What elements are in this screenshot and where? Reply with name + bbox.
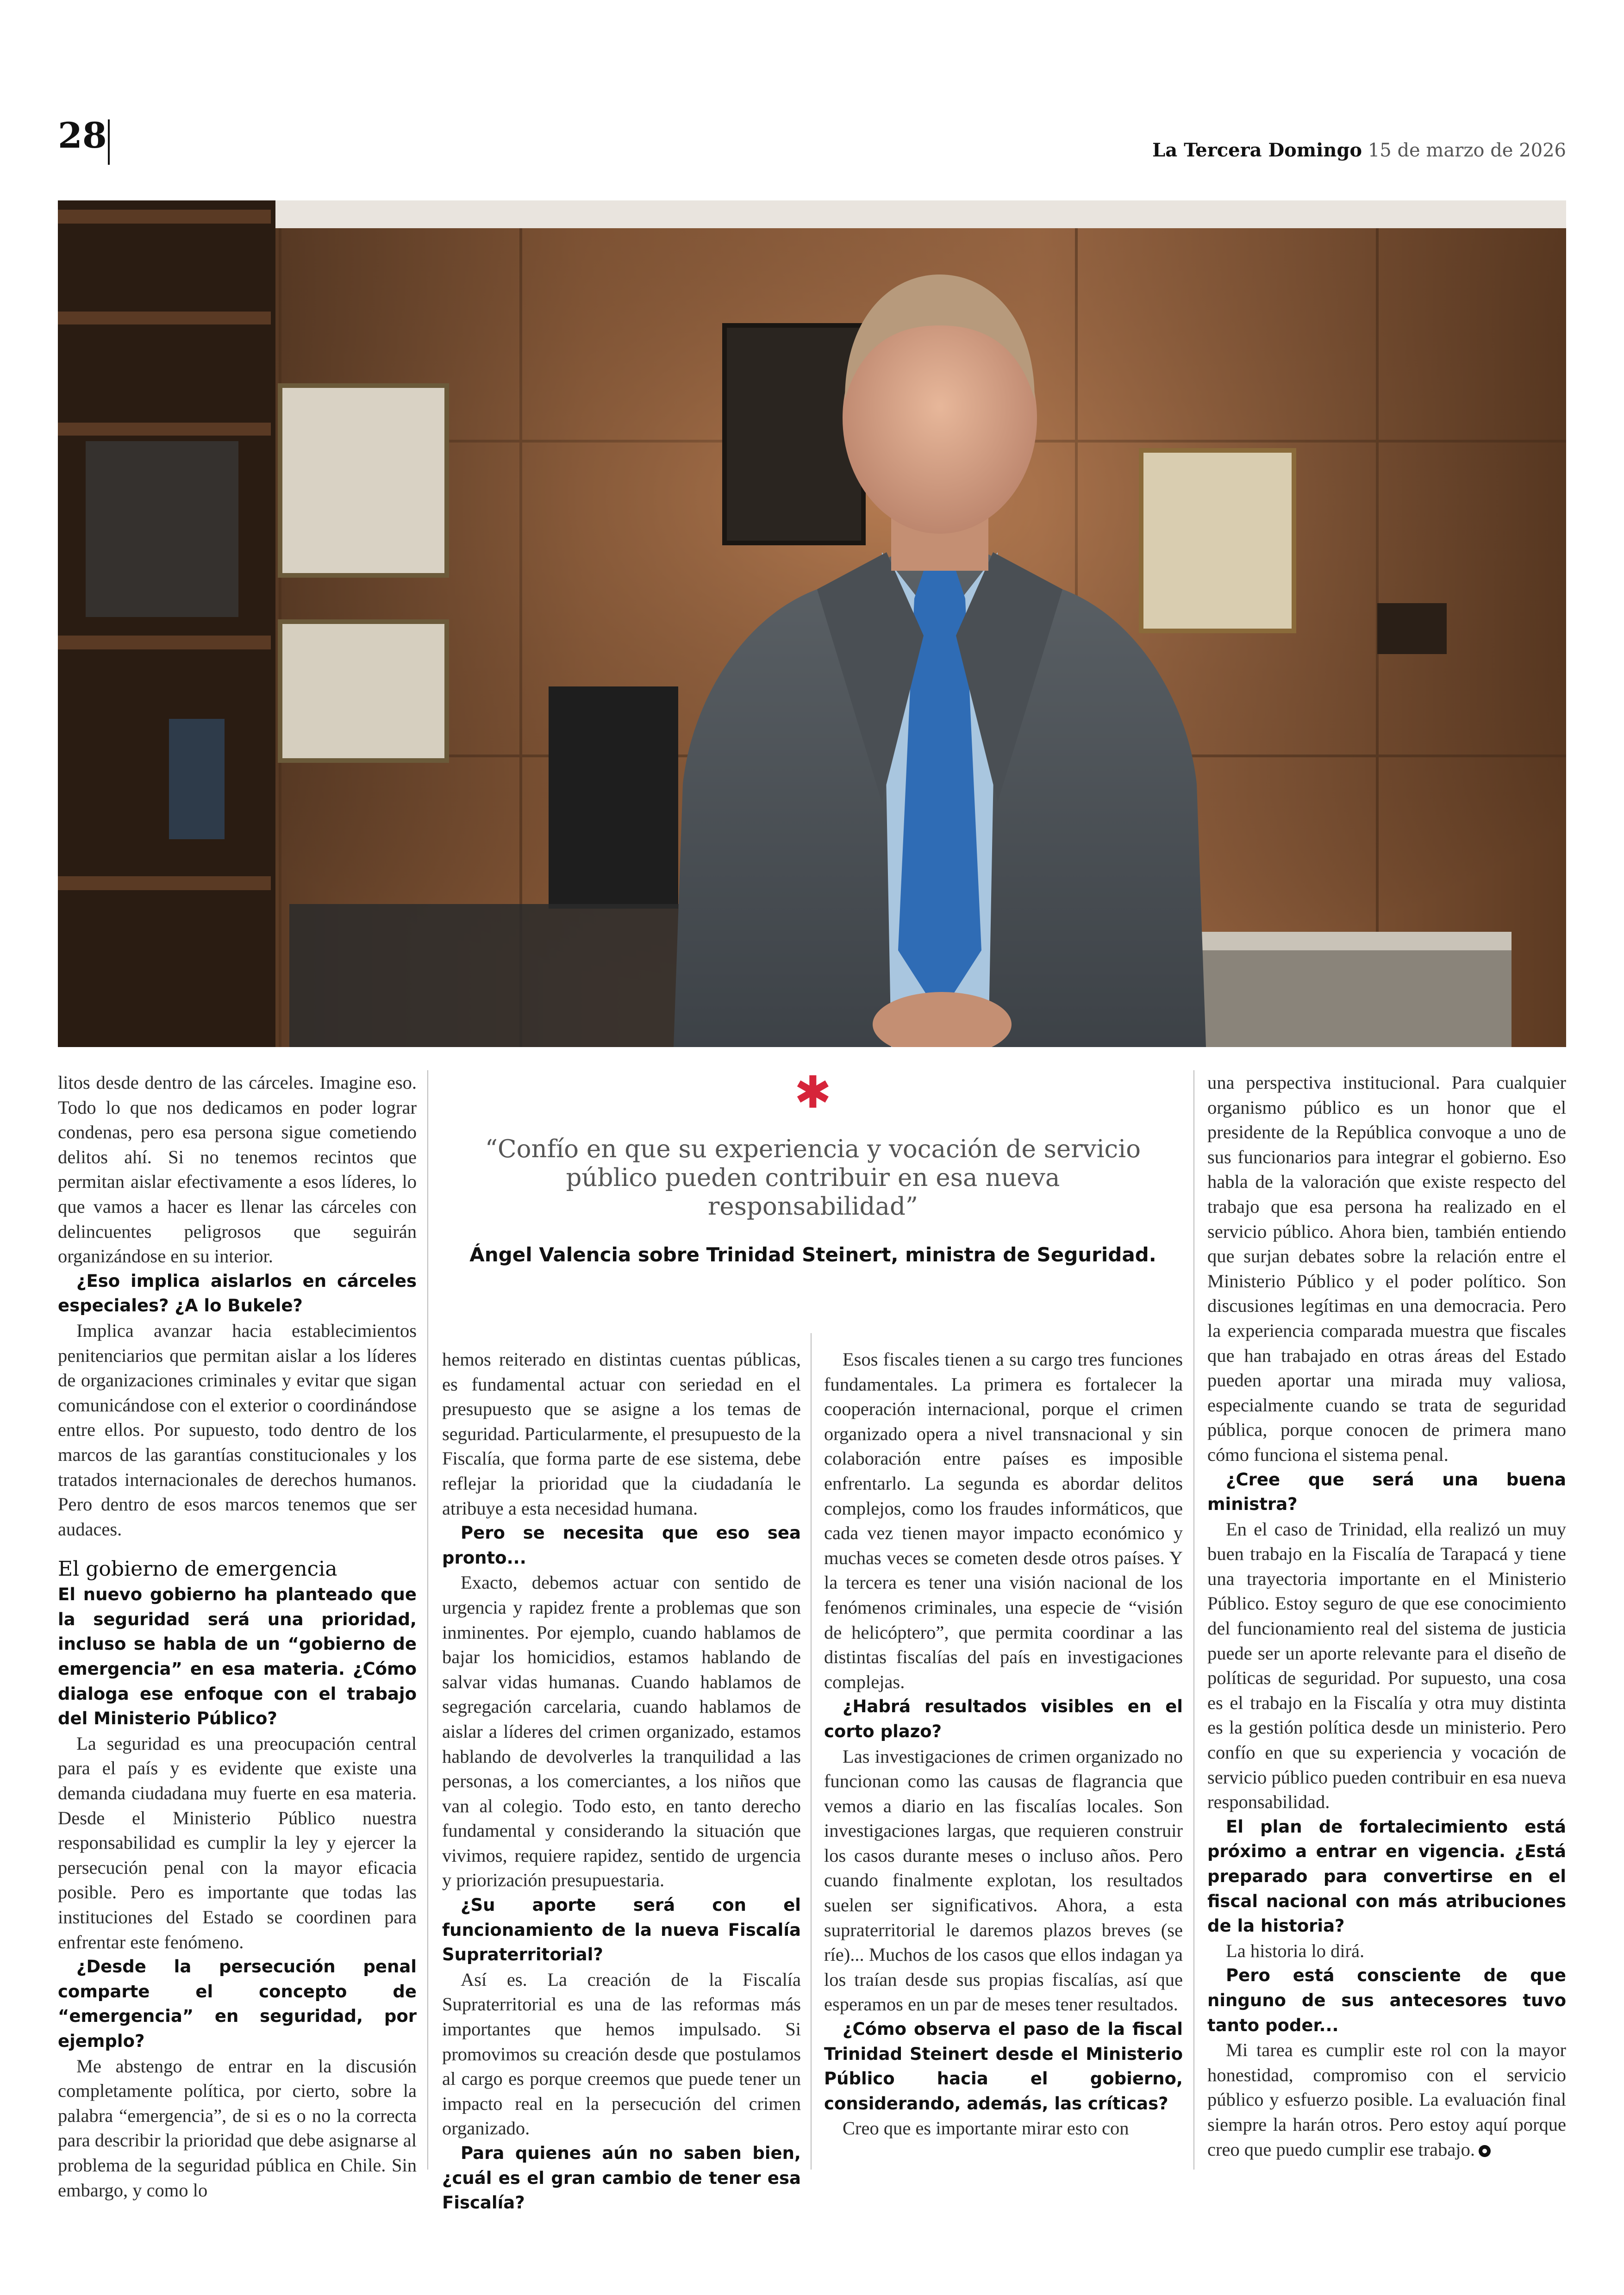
portrait-photo — [58, 200, 1566, 1047]
paragraph: Me abstengo de entrar en la discusión completamente política, por cierto, sobre la palabra “emergencia”, de si es o no la correcta para describir la prioridad que debe asignarse al problema de la seguridad pública en Chile. Sin embargo, y como lo — [58, 2055, 417, 2201]
paragraph: La seguridad es una preocupación central para el país y es evidente que existe una demanda ciudadana muy fuerte en esa materia. Desde el Ministerio Público nuestra responsabilidad es cumplir la ley y ejercer la persecución penal con la mayor eficacia posible. Pero es importante que todas las instituciones del Estado se coordinen para enfrentar este fenómeno. — [58, 1733, 417, 1952]
paragraph: Esos fiscales tienen a su cargo tres funciones fundamentales. La primera es fortalecer la cooperación internacional, porque el crimen organizado opera a nivel transnacional y sin colaboración entre países es imposible enfrentarlo. La segunda es abordar delitos complejos, como los fraudes informáticos, que cada vez tienen mayor impacto económico y muchas veces se cometen desde otros países. Y la tercera es tener una visión nacional de los fenómenos criminales, una especie de “visión de helicóptero”, que permita coordinar a las distintas fiscalías del país en investigaciones complejas. — [824, 1349, 1183, 1692]
pull-quote — [442, 1066, 1184, 1266]
article-column-4 — [1207, 1070, 1566, 2162]
paragraph: una perspectiva institucional. Para cualquier organismo público es un honor que el presidente de la República convoque a uno de sus funcionarios para integrar el gobierno. Eso habla de la valoración que existe respecto del trabajo que esa persona ha realizado en el servicio público. Ahora bien, también entiendo que surjan debates sobre la relación entre el Ministerio Público y el poder político. Son discusiones legítimas en una democracia. Pero la experiencia comparada muestra que fiscales que han trabajado en otras áreas del Estado pueden aportar una mirada muy valiosa, especialmente cuando se trata de seguridad pública, porque conocen de primera mano cómo funciona el sistema penal. — [1207, 1072, 1566, 1465]
interview-question: ¿Su aporte será con el funcionamiento de la nueva Fiscalía Supraterritorial? — [442, 1895, 801, 1965]
asterisk-icon: ✱ — [794, 1066, 832, 1118]
interview-question: ¿Desde la persecución penal comparte el concepto de “emergencia” en seguridad, por ejemplo? — [58, 1957, 417, 2051]
page-number: 28 — [58, 115, 107, 156]
interview-question: El nuevo gobierno ha planteado que la seguridad será una prioridad, incluso se habla de un “gobierno de emergencia” en esa materia. ¿Cómo dialoga ese enfoque con el trabajo del Ministerio Público? — [58, 1584, 417, 1729]
pull-quote-attribution: Ángel Valencia sobre Trinidad Steinert, ministra de Seguridad. — [469, 1243, 1156, 1266]
paragraph: Implica avanzar hacia establecimientos penitenciarios que permitan aislar a los líderes de organizaciones criminales y evitar que sigan comunicándose con el exterior o coordinándose entre ellos. Por supuesto, todo dentro de los marcos de las garantías constitucionales y los tratados internacionales de derechos humanos. Pero dentro de esos marcos tenemos que ser audaces. — [58, 1320, 417, 1540]
article-column-3 — [824, 1347, 1183, 2141]
interview-question: Pero se necesita que eso sea pronto... — [442, 1523, 801, 1568]
interview-question: Pero está consciente de que ninguno de sus antecesores tuvo tanto poder... — [1207, 1965, 1566, 2035]
paragraph: La historia lo dirá. — [1226, 1940, 1365, 1961]
section-subhead: El gobierno de emergencia — [58, 1557, 337, 1581]
page-number-divider — [108, 119, 110, 165]
pull-quote-text: “Confío en que su experiencia y vocación de servicio público pueden contribuir en esa nueva responsabilidad” — [485, 1135, 1141, 1221]
end-of-article-icon — [1479, 2145, 1491, 2157]
paragraph: hemos reiterado en distintas cuentas públicas, es fundamental actuar con seriedad en el presupuesto que se asigne a los temas de seguridad. Particularmente, el presupuesto de la Fiscalía, que forma parte de ese sistema, debe reflejar la prioridad que la ciudadanía le atribuye a esta necesidad humana. — [442, 1349, 801, 1519]
final-paragraph-text: Mi tarea es cumplir este rol con la mayor honestidad, compromiso con el servicio público y esfuerzo posible. La evaluación final siempre la harán otros. Pero estoy aquí porque creo que puedo cumplir ese trabajo. — [1207, 2039, 1566, 2160]
interview-question: ¿Cree que será una buena ministra? — [1207, 1469, 1566, 1515]
publication-name: La Tercera Domingo — [1152, 139, 1362, 161]
article-column-1 — [58, 1070, 417, 2202]
publication-date: 15 de marzo de 2026 — [1368, 140, 1566, 161]
column-rule — [427, 1070, 428, 2170]
interview-question: ¿Eso implica aislarlos en cárceles especiales? ¿A lo Bukele? — [58, 1271, 417, 1316]
paragraph: Exacto, debemos actuar con sentido de urgencia y rapidez frente a problemas que son inminentes. Por ejemplo, cuando hablamos de bajar los homicidios, estamos hablando de salvar vidas humanas. Cuando hablamos de segregación carcelaria, cuando hablamos de aislar a líderes del crimen organizado, estamos hablando de devolverles la tranquilidad a las personas, a los comerciantes, a los niños que van al colegio. Todo esto, en tanto derecho fundamental y considerando la situación que vivimos, requiere rapidez, sentido de urgencia y priorización presupuestaria. — [442, 1572, 801, 1891]
interview-question: ¿Habrá resultados visibles en el corto plazo? — [824, 1696, 1183, 1741]
article-column-2 — [442, 1347, 801, 2215]
interview-question: El plan de fortalecimiento está próximo a entrar en vigencia. ¿Está preparado para convertirse en el fiscal nacional con más atribuciones de la historia? — [1207, 1816, 1566, 1936]
interview-question: Para quienes aún no saben bien, ¿cuál es el gran cambio de tener esa Fiscalía? — [442, 2143, 801, 2213]
masthead — [1152, 141, 1566, 160]
column-rule — [811, 1333, 812, 2170]
paragraph: Creo que es importante mirar esto con — [843, 2118, 1129, 2139]
paragraph — [1207, 2038, 1566, 2162]
paragraph: Así es. La creación de la Fiscalía Supraterritorial es una de las reformas más importantes que hemos impulsado. Si promovimos su creación desde que postulamos al cargo es porque creemos que puede tener un impacto real en la persecución del crimen organizado. — [442, 1969, 801, 2139]
paragraph: Las investigaciones de crimen organizado no funcionan como las causas de flagrancia que vemos a diario en las fiscalías locales. Son investigaciones largas, que requieren construir los casos durante meses o incluso años. Pero cuando finalmente explotan, los resultados suelen ser significativos. Ahora, a esta supraterritorial le daremos plazos breves (se ríe)... Muchos de los casos que ellos indagan ya los traían desde sus propias fiscalías, así que esperamos en un par de meses tener resultados. — [824, 1746, 1183, 2015]
paragraph: En el caso de Trinidad, ella realizó un muy buen trabajo en la Fiscalía de Tarapacá y tiene una trayectoria importante en el Ministerio Público. Estoy seguro de que ese conocimiento del funcionamiento real del sistema de justicia puede ser un aporte relevante para el diseño de políticas de seguridad. Por supuesto, una cosa es el trabajo en la Fiscalía y otra muy distinta es la gestión política desde un ministerio. Pero confío en que su experiencia y vocación de servicio público pueden contribuir en esa nueva responsabilidad. — [1207, 1518, 1566, 1813]
interview-question: ¿Cómo observa el paso de la fiscal Trinidad Steinert desde el Ministerio Público hacia el gobierno, considerando, además, las críticas? — [824, 2019, 1183, 2114]
column-rule — [1193, 1070, 1194, 2170]
paragraph: litos desde dentro de las cárceles. Imagine eso. Todo lo que nos dedicamos en poder lograr condenas, pero esa persona sigue cometiendo delitos ahí. Si no tenemos recintos que permitan aislar efectivamente a esos líderes, lo que vamos a hacer es llenar las cárceles con delincuentes peligrosos que seguirán organizándose en su interior. — [58, 1072, 417, 1267]
